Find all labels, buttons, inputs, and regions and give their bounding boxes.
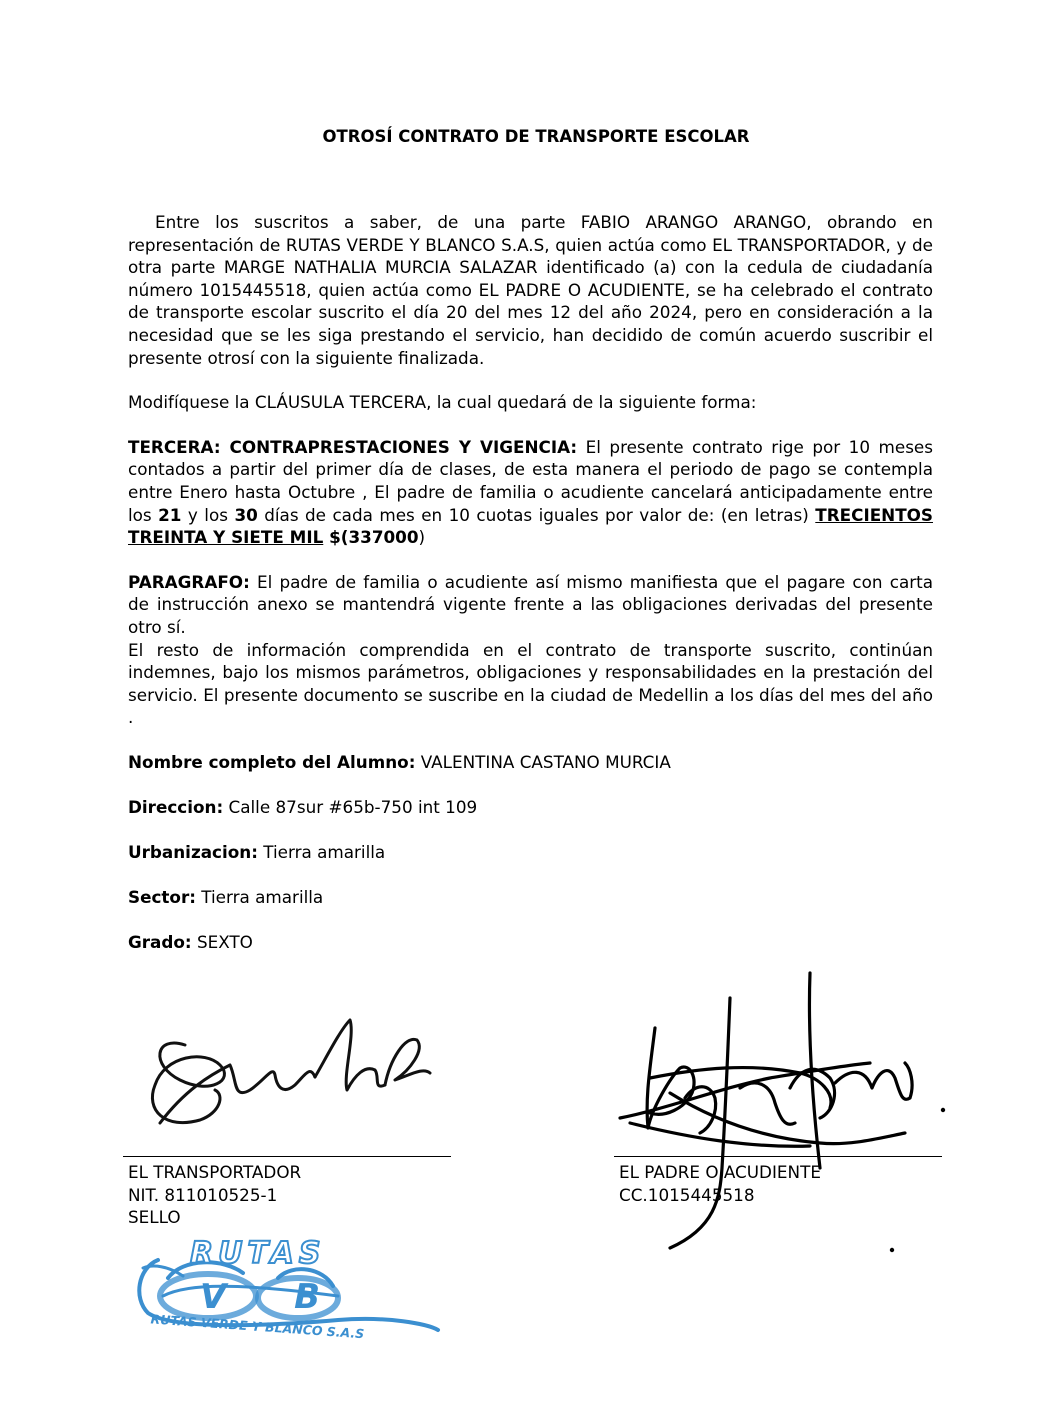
- field-value: VALENTINA CASTANO MURCIA: [415, 752, 671, 772]
- urbanization-field: [128, 841, 385, 863]
- clause-text: y los: [181, 504, 235, 525]
- clause-text: días de cada mes en 10 cuotas iguales por valor de: (en letras): [257, 504, 816, 525]
- transporter-role: EL TRANSPORTADOR: [128, 1162, 302, 1182]
- field-value: Tierra amarilla: [195, 887, 324, 907]
- closing-paragraph: El resto de información comprendida en el contrato de transporte suscrito, continúan indemnes, bajo los mismos parámetros, obligaciones y responsabilidades en la prestación del servicio. El presente documento se suscribe en la ciudad de Medellin a los días del mes del año .: [128, 639, 933, 728]
- grade-field: [128, 931, 253, 953]
- field-label: Direccion:: [128, 797, 224, 817]
- address-field: [128, 796, 477, 818]
- company-stamp: [128, 1238, 448, 1348]
- field-label: Sector:: [128, 887, 196, 907]
- stamp-bottom-text: RUTAS VERDE Y BLANCO S.A.S: [150, 1311, 365, 1342]
- field-value: SEXTO: [191, 932, 253, 952]
- amount-number: $(337000: [323, 527, 419, 548]
- intro-paragraph: Entre los suscritos a saber, de una parte FABIO ARANGO ARANGO, obrando en representación de RUTAS VERDE Y BLANCO S.A.S, quien actúa como EL TRANSPORTADOR, y de otra parte MARGE NATHALIA MURCIA SALAZAR identificado (a) con la cedula de ciudadanía número 1015445518, quien actúa como EL PADRE O ACUDIENTE, se ha celebrado el contrato de transporte escolar suscrito el día 20 del mes 12 del año 2024, pero en consideración a la necesidad que se les siga prestando el servicio, han decidido de común acuerdo suscribir el presente otrosí con la siguiente finalizada.: [128, 212, 933, 368]
- payment-day-to: 30: [234, 504, 258, 525]
- document-title: OTROSÍ CONTRATO DE TRANSPORTE ESCOLAR: [322, 127, 750, 146]
- paragrafo: [128, 571, 933, 639]
- field-label: Nombre completo del Alumno:: [128, 752, 416, 772]
- transporter-signature: [125, 1005, 445, 1150]
- paragrafo-label: PARAGRAFO:: [128, 571, 250, 592]
- clause-heading: TERCERA: CONTRAPRESTACIONES Y VIGENCIA:: [128, 436, 578, 457]
- clause-tercera: [128, 436, 933, 549]
- clause-text: El presente contrato rige por 10 meses contados a partir del primer día de clases, de esta manera el periodo de pago se contempla entre Enero hasta Octubre , El padre de familia o acudiente cancelará anticipadamente entre los: [128, 436, 934, 525]
- payment-day-from: 21: [158, 504, 182, 525]
- transporter-signature-line: [123, 1156, 451, 1157]
- field-value: Calle 87sur #65b-750 int 109: [223, 797, 478, 817]
- clause-text: ): [418, 527, 426, 548]
- sector-field: [128, 886, 323, 908]
- amount-in-words: TRECIENTOS TREINTA Y SIETE MIL: [128, 504, 933, 548]
- parent-cc: CC.1015445518: [619, 1184, 755, 1205]
- stamp-initials: V B: [200, 1277, 349, 1317]
- field-label: Grado:: [128, 932, 192, 952]
- parent-role: EL PADRE O ACUDIENTE: [619, 1162, 821, 1182]
- transporter-nit: NIT. 811010525-1: [128, 1184, 278, 1205]
- stamp-label: SELLO: [128, 1207, 181, 1228]
- parent-signature: [610, 968, 955, 1258]
- modify-clause-line: Modifíquese la CLÁUSULA TERCERA, la cual quedará de la siguiente forma:: [128, 392, 757, 413]
- student-name-field: [128, 751, 671, 773]
- field-label: Urbanizacion:: [128, 842, 258, 862]
- field-value: Tierra amarilla: [257, 842, 386, 862]
- stamp-top-text: RUTAS: [190, 1238, 326, 1271]
- contract-body: [128, 211, 933, 729]
- paragrafo-text: El padre de familia o acudiente así mismo manifiesta que el pagare con carta de instrucción anexo se mantendrá vigente frente a las obligaciones derivadas del presente otro sí.: [128, 571, 933, 637]
- transporter-caption: [128, 1161, 301, 1229]
